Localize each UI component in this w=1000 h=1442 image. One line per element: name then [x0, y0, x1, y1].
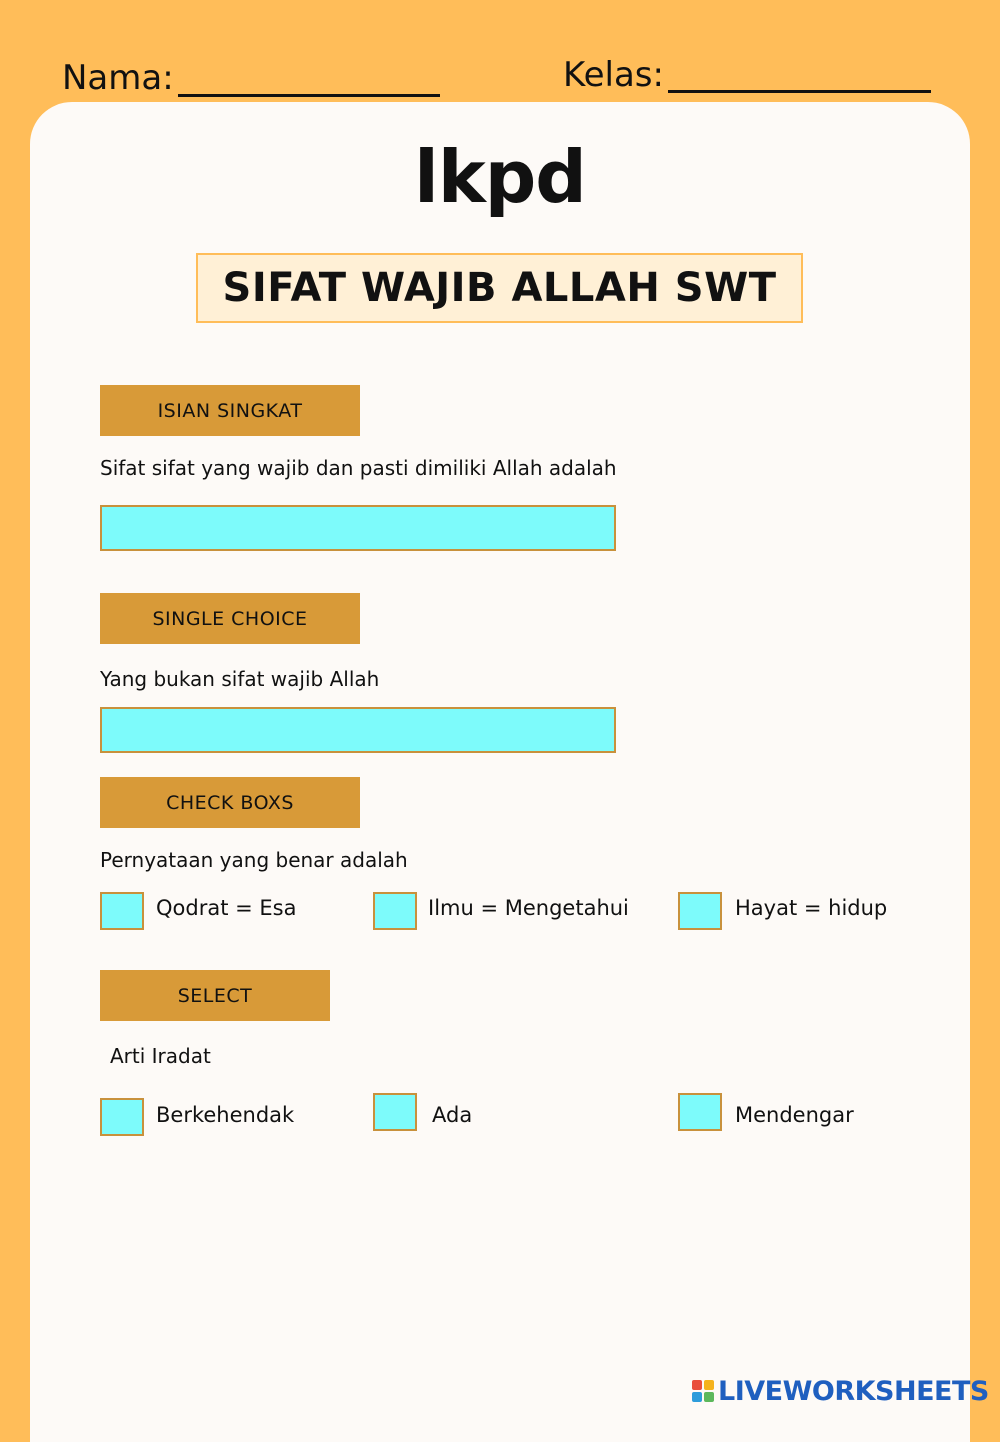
checkbox-option-1[interactable] — [100, 892, 144, 930]
answer-input-isian[interactable] — [100, 505, 616, 551]
select-option-2[interactable] — [373, 1093, 417, 1131]
section-label-single-choice: SINGLE CHOICE — [100, 593, 360, 644]
question-select: Arti Iradat — [110, 1044, 211, 1068]
select-option-1-label: Berkehendak — [156, 1103, 295, 1127]
section-label-select: SELECT — [100, 970, 330, 1021]
liveworksheets-logo — [692, 1376, 989, 1406]
section-label-checkbox: CHECK BOXS — [100, 777, 360, 828]
class-underline — [668, 90, 931, 93]
name-label: Nama: — [62, 58, 174, 98]
answer-dropdown-single-choice[interactable] — [100, 707, 616, 753]
checkbox-option-1-label: Qodrat = Esa — [156, 896, 297, 920]
brand-name: LIVEWORKSHEETS — [718, 1375, 989, 1407]
select-option-2-label: Ada — [432, 1103, 473, 1127]
question-checkbox: Pernyataan yang benar adalah — [100, 848, 408, 872]
checkbox-option-2-label: Ilmu = Mengetahui — [428, 896, 629, 920]
class-label: Kelas: — [563, 55, 664, 95]
select-option-1[interactable] — [100, 1098, 144, 1136]
select-option-3[interactable] — [678, 1093, 722, 1131]
page-title: lkpd — [414, 135, 586, 219]
checkbox-option-3[interactable] — [678, 892, 722, 930]
question-single-choice: Yang bukan sifat wajib Allah — [100, 667, 380, 691]
checkbox-option-2[interactable] — [373, 892, 417, 930]
topic-banner: SIFAT WAJIB ALLAH SWT — [196, 253, 803, 323]
select-option-3-label: Mendengar — [735, 1103, 854, 1127]
name-underline — [178, 94, 440, 97]
brand-grid-icon — [692, 1380, 714, 1402]
checkbox-option-3-label: Hayat = hidup — [735, 896, 888, 920]
section-label-isian: ISIAN SINGKAT — [100, 385, 360, 436]
question-isian: Sifat sifat yang wajib dan pasti dimiliki Allah adalah — [100, 456, 617, 480]
